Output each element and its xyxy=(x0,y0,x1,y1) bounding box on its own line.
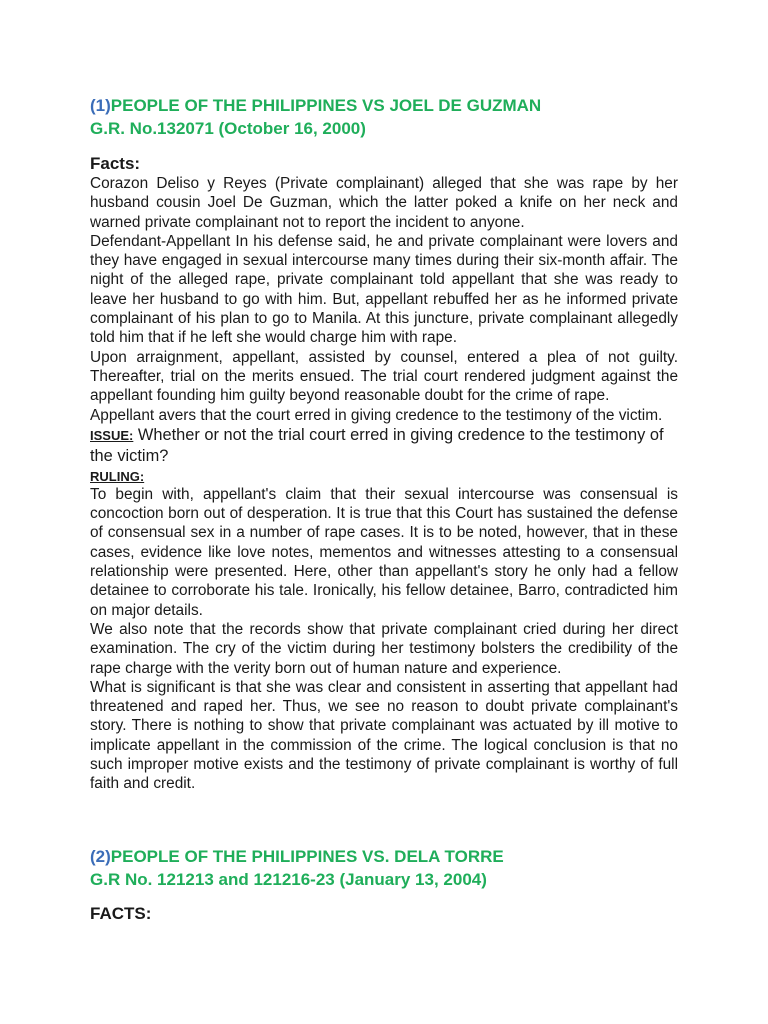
issue-paragraph xyxy=(90,425,678,468)
ruling-paragraph: We also note that the records show that private complainant cried during her direct examination. The cry of the victim during her testimony bolsters the credibility of the rape charge with the verity born out of human nature and experience. xyxy=(90,620,678,677)
case-1-title-text: PEOPLE OF THE PHILIPPINES VS JOEL DE GUZMAN xyxy=(110,96,542,115)
case-1-title xyxy=(90,94,678,117)
case-2-header xyxy=(90,845,678,891)
facts-paragraph: Corazon Deliso y Reyes (Private complainant) alleged that she was rape by her husband cousin Joel De Guzman, which the latter poked a knife on her neck and warned private complainant not to report the incident to anyone. xyxy=(90,175,678,231)
case-1-number: (1) xyxy=(90,96,111,115)
case-1-header xyxy=(90,94,678,140)
case-1-facts-heading: Facts: xyxy=(90,154,141,173)
facts-paragraph: Upon arraignment, appellant, assisted by counsel, entered a plea of not guilty. Thereafter, trial on the merits ensued. The trial court rendered judgment against the appellant founding him guilty beyond reasonable doubt for the crime of rape. xyxy=(90,348,678,405)
issue-label: ISSUE: xyxy=(90,427,134,443)
case-2-gr-number: G.R No. 121213 and 121216-23 (January 13, 2004) xyxy=(90,870,487,889)
ruling-paragraph: To begin with, appellant's claim that their sexual intercourse was consensual is concoction born out of desperation. It is true that this Court has sustained the defense of consensual sex in a number of rape cases. It is to be noted, however, that in these cases, evidence like love notes, mementos and witnesses attesting to a consensual relationship were presented. Here, other than appellant's story he only had a fellow detainee to corroborate his tale. Ironically, his fellow detainee, Barro, contradicted him on major details. xyxy=(90,485,678,619)
issue-text: Whether or not the trial court erred in giving credence to the testimony of the victim? xyxy=(90,425,664,466)
ruling-paragraph: What is significant is that she was clear and consistent in asserting that appellant had threatened and raped her. Thus, we see no reason to doubt private complainant's story. There is nothing to show that private complainant was actuated by ill motive to implicate appellant in the commission of the crime. The logical conclusion is that no such improper motive exists and the testimony of private complainant is worthy of full faith and credit. xyxy=(90,678,678,793)
facts-paragraph: Appellant avers that the court erred in giving credence to the testimony of the victim. xyxy=(90,406,663,424)
case-1-body xyxy=(90,153,678,794)
facts-paragraph: Defendant-Appellant In his defense said, he and private complainant were lovers and they have engaged in sexual intercourse many times during their six-month affair. The night of the alleged rape, private complainant told appellant that she was ready to leave her husband to go with him. But, appellant rebuffed her as he informed private complainant of his plan to go to Manila. At this juncture, private complainant allegedly told him that if he left she would charge him with rape. xyxy=(90,232,678,347)
case-2-body xyxy=(90,903,678,924)
case-1-gr-number: G.R. No.132071 (October 16, 2000) xyxy=(90,119,366,138)
case-2-facts-heading: FACTS: xyxy=(90,904,152,923)
case-2-title xyxy=(90,845,678,868)
case-2-title-text: PEOPLE OF THE PHILIPPINES VS. DELA TORRE xyxy=(110,847,504,866)
case-2-number: (2) xyxy=(90,847,111,866)
ruling-label: RULING: xyxy=(90,468,145,484)
